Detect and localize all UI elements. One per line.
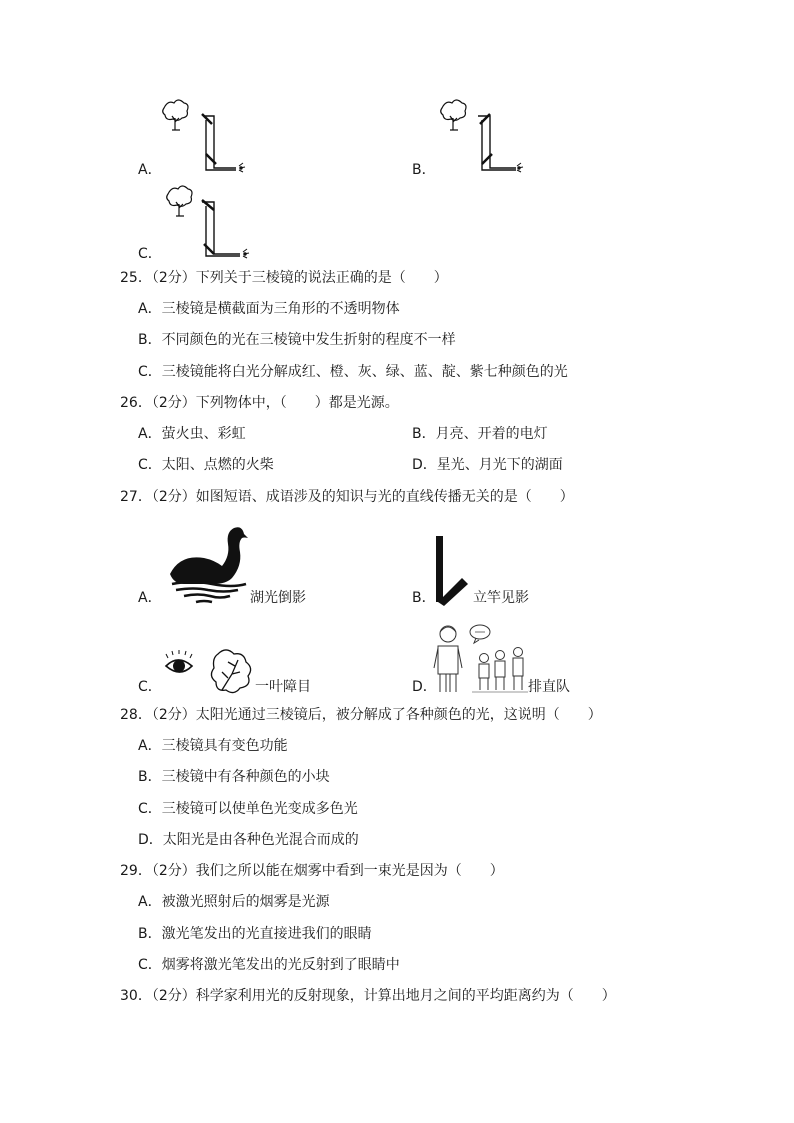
eye-icon <box>243 249 249 258</box>
q26-option-a[interactable]: A．萤火虫、彩虹 <box>138 426 246 442</box>
tree-icon <box>163 100 188 130</box>
q27-option-d-caption: 排直队 <box>528 679 570 695</box>
periscope-tube <box>202 114 236 170</box>
student-figure <box>479 654 489 691</box>
q27-option-a-caption: 湖光倒影 <box>250 590 306 606</box>
q24-option-b-label[interactable]: B． <box>412 162 436 178</box>
speech-bubble-icon <box>470 625 490 643</box>
q27-stem: 27．（2分）如图短语、成语涉及的知识与光的直线传播无关的是（ ） <box>120 489 574 505</box>
pole <box>436 536 443 602</box>
q27-option-d-label[interactable]: D． <box>412 679 437 695</box>
q28-stem: 28．（2分）太阳光通过三棱镜后，被分解成了各种颜色的光，这说明（ ） <box>120 707 602 723</box>
q28-option-b[interactable]: B．三棱镜中有各种颜色的小块 <box>138 769 330 785</box>
tree-icon <box>441 100 466 130</box>
q26-option-b[interactable]: B．月亮、开着的电灯 <box>412 426 548 442</box>
q25-option-a[interactable]: A．三棱镜是横截面为三角形的不透明物体 <box>138 301 400 317</box>
leaf-eye-image <box>162 646 256 696</box>
q26-stem: 26．（2分）下列物体中，（ ）都是光源。 <box>120 395 399 411</box>
q29-stem: 29．（2分）我们之所以能在烟雾中看到一束光是因为（ ） <box>120 863 504 879</box>
q26-option-c[interactable]: C．太阳、点燃的火柴 <box>138 457 274 473</box>
leaf-icon <box>211 650 250 693</box>
teacher-figure <box>434 626 462 692</box>
q24-option-a-label[interactable]: A． <box>138 162 162 178</box>
q28-option-c[interactable]: C．三棱镜可以使单色光变成多色光 <box>138 801 358 817</box>
swan-icon <box>170 527 248 584</box>
q29-option-c[interactable]: C．烟雾将激光笔发出的光反射到了眼睛中 <box>138 957 400 973</box>
q27-option-b-caption: 立竿见影 <box>473 590 529 606</box>
eye-icon <box>166 650 192 672</box>
water-reflection <box>172 582 246 602</box>
q27-option-c-caption: 一叶障目 <box>255 679 311 695</box>
tree-icon <box>167 186 192 216</box>
q24-option-c-label[interactable]: C． <box>138 246 162 262</box>
q26-option-d[interactable]: D．星光、月光下的湖面 <box>412 457 563 473</box>
q27-option-b-label[interactable]: B． <box>412 590 436 606</box>
student-figure <box>495 651 505 691</box>
q29-option-b[interactable]: B．激光笔发出的光直接进我们的眼睛 <box>138 926 372 942</box>
q29-option-a[interactable]: A．被激光照射后的烟雾是光源 <box>138 894 330 910</box>
q30-stem: 30．（2分）科学家利用光的反射现象，计算出地月之间的平均距离约为（ ） <box>120 988 616 1004</box>
q28-option-d[interactable]: D．太阳光是由各种色光混合而成的 <box>138 832 359 848</box>
q28-option-a[interactable]: A．三棱镜具有变色功能 <box>138 738 288 754</box>
q27-option-c-label[interactable]: C． <box>138 679 162 695</box>
q27-option-a-label[interactable]: A． <box>138 590 162 606</box>
pole-shadow-image <box>432 534 472 606</box>
q25-option-c[interactable]: C．三棱镜能将白光分解成红、橙、灰、绿、蓝、靛、紫七种颜色的光 <box>138 364 568 380</box>
eye-icon <box>517 163 523 172</box>
swan-reflection-image <box>162 522 250 604</box>
q25-stem: 25．（2分）下列关于三棱镜的说法正确的是（ ） <box>120 270 448 286</box>
periscope-tube <box>202 200 240 256</box>
periscope-figure-c <box>164 184 254 260</box>
periscope-tube <box>478 114 516 170</box>
periscope-figure-b <box>438 98 528 174</box>
periscope-figure-a <box>160 98 250 174</box>
student-figure <box>513 648 523 691</box>
q25-option-b[interactable]: B．不同颜色的光在三棱镜中发生折射的程度不一样 <box>138 332 456 348</box>
lining-up-image <box>432 622 530 694</box>
eye-icon <box>239 163 245 172</box>
